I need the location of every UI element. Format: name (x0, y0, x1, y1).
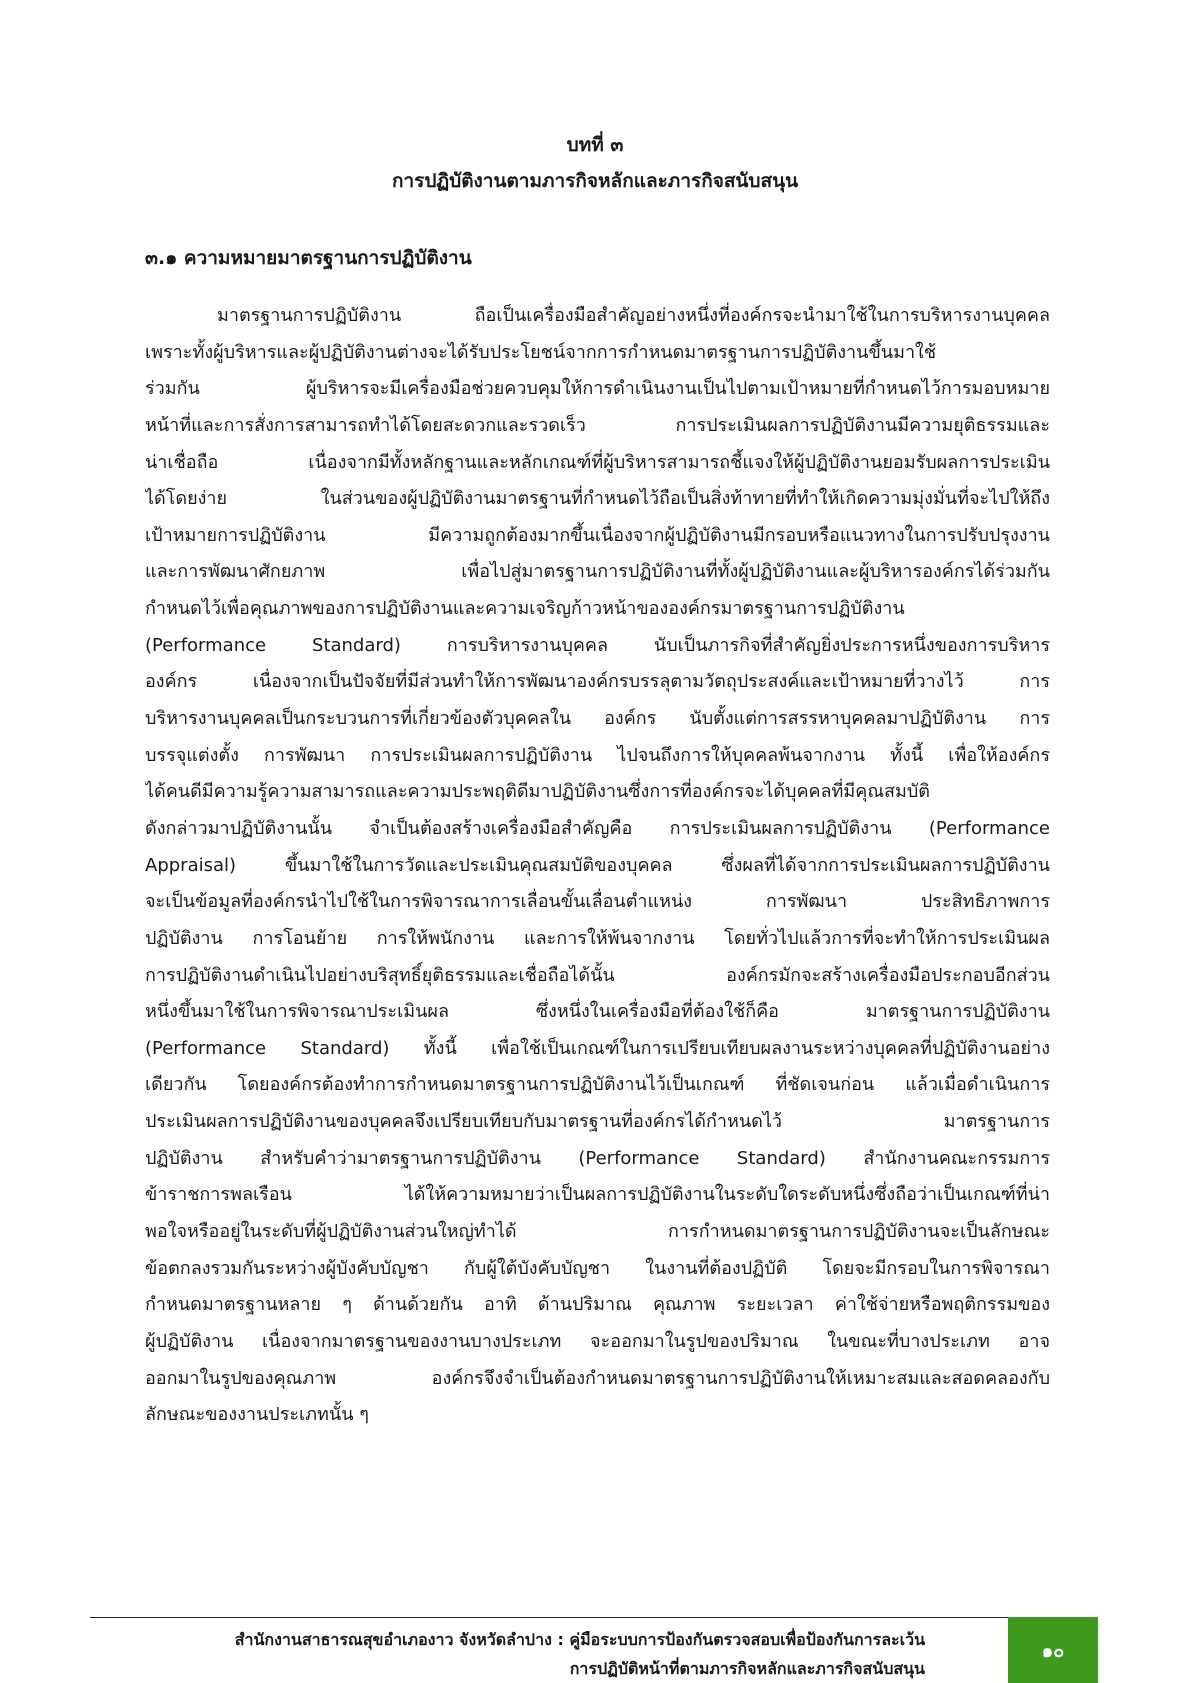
body-line: หน้าที่และการสั่งการสามารถทำได้โดยสะดวกและรวดเร็ว การประเมินผลการปฏิบัติงานมีความยุติธรรมและ (145, 414, 1050, 436)
footer-line-1: สำนักงานสาธารณสุขอำเภองาว จังหวัดลำปาง : คู่มือระบบการป้องกันตรวจสอบเพื่อป้องกันการละเว้น (234, 1630, 925, 1649)
body-line: เดียวกัน โดยองค์กรต้องทำการกำหนดมาตรฐานการปฏิบัติงานไว้เป็นเกณฑ์ ที่ชัดเจนก่อน แล้วเมื่อดำเนินการ (145, 1074, 1050, 1096)
section-heading: ๓.๑ ความหมายมาตรฐานการปฏิบัติงาน (145, 247, 472, 269)
body-line: ปฏิบัติงาน สำหรับคำว่ามาตรฐานการปฏิบัติงาน (Performance Standard) สำนักงานคณะกรรมการ (145, 1147, 1050, 1169)
footer-divider (90, 1617, 1008, 1618)
body-line: ได้คนดีมีความรู้ความสามารถและความประพฤติดีมาปฏิบัติงานซึ่งการที่องค์กรจะได้บุคคลที่มีคุณสมบัติ (145, 781, 930, 803)
body-line: องค์กร เนื่องจากเป็นปัจจัยที่มีส่วนทำให้การพัฒนาองค์กรบรรลุตามวัตถุประสงค์และเป้าหมายที่วางไว้ การ (145, 671, 1050, 693)
body-line: มาตรฐานการปฏิบัติงาน ถือเป็นเครื่องมือสำคัญอย่างหนึ่งที่องค์กรจะนำมาใช้ในการบริหารงานบุคคล (217, 305, 1050, 326)
footer-text (235, 1625, 925, 1683)
body-line: (Performance Standard) ทั้งนี้ เพื่อใช้เป็นเกณฑ์ในการเปรียบเทียบผลงานระหว่างบุคคลที่ปฏิบัติงานอย่าง (145, 1037, 1050, 1059)
chapter-title: การปฏิบัติงานตามภารกิจหลักและภารกิจสนับสนุน (391, 170, 799, 192)
body-line: ประเมินผลการปฏิบัติงานของบุคคลจึงเปรียบเทียบกับมาตรฐานที่องค์กรได้กำหนดไว้ มาตรฐานการ (145, 1111, 1050, 1133)
body-line: ข้อตกลงรวมกันระหว่างผู้บังคับบัญชา กับผู้ใต้บังคับบัญชา ในงานที่ต้องปฏิบัติ โดยจะมีกรอบในการพิจารณา (145, 1257, 1050, 1279)
body-line: กำหนดมาตรฐานหลาย ๆ ด้านด้วยกัน อาทิ ด้านปริมาณ คุณภาพ ระยะเวลา ค่าใช้จ่ายหรือพฤติกรรมของ (145, 1294, 1050, 1316)
body-line: ร่วมกัน ผู้บริหารจะมีเครื่องมือช่วยควบคุมให้การดำเนินงานเป็นไปตามเป้าหมายที่กำหนดไว้การมอบหมาย (145, 378, 1050, 400)
body-line: (Performance Standard) การบริหารงานบุคคล นับเป็นภารกิจที่สำคัญยิ่งประการหนึ่งของการบริหาร (145, 634, 1050, 656)
body-line: เพราะทั้งผู้บริหารและผู้ปฏิบัติงานต่างจะได้รับประโยชน์จากการกำหนดมาตรฐานการปฏิบัติงานขึ้นมาใช้ (145, 341, 937, 363)
body-line: Appraisal) ขึ้นมาใช้ในการวัดและประเมินคุณสมบัติของบุคคล ซึ่งผลที่ได้จากการประเมินผลการปฏิบัติงาน (145, 854, 1050, 876)
page-number-badge (1008, 1617, 1098, 1683)
body-paragraph (145, 298, 1050, 1434)
body-line: ข้าราชการพลเรือน ได้ให้ความหมายว่าเป็นผลการปฏิบัติงานในระดับใดระดับหนึ่งซึ่งถือว่าเป็นเกณฑ์ที่น่า (145, 1184, 1050, 1206)
body-line: เป้าหมายการปฏิบัติงาน มีความถูกต้องมากขึ้นเนื่องจากผู้ปฏิบัติงานมีกรอบหรือแนวทางในการปรับปรุงงาน (145, 524, 1050, 546)
body-line: บรรจุแต่งตั้ง การพัฒนา การประเมินผลการปฏิบัติงาน ไปจนถึงการให้บุคคลพ้นจากงาน ทั้งนี้ เพื่อให้องค์กร (145, 744, 1050, 766)
page-number: ๑๐ (1041, 1640, 1065, 1662)
footer-line-2: การปฏิบัติหน้าที่ตามภารกิจหลักและภารกิจสนับสนุน (569, 1659, 925, 1678)
body-line: ออกมาในรูปของคุณภาพ องค์กรจึงจำเป็นต้องกำหนดมาตรฐานการปฏิบัติงานให้เหมาะสมและสอดคลองกับ (145, 1367, 1050, 1389)
body-line: บริหารงานบุคคลเป็นกระบวนการที่เกี่ยวข้องตัวบุคคลใน องค์กร นับตั้งแต่การสรรหาบุคคลมาปฏิบัติงาน การ (145, 708, 1050, 730)
body-line: และการพัฒนาศักยภาพ เพื่อไปสู่มาตรฐานการปฏิบัติงานที่ทั้งผู้ปฏิบัติงานและผู้บริหารองค์กรได้ร่วมกัน (145, 561, 1050, 583)
body-line: ได้โดยง่าย ในส่วนของผู้ปฏิบัติงานมาตรฐานที่กำหนดไว้ถือเป็นสิ่งท้าทายที่ทำให้เกิดความมุ่งมั่นที่จะไปให้ถึง (145, 488, 1050, 510)
body-line: ปฏิบัติงาน การโอนย้าย การให้พนักงาน และการให้พ้นจากงาน โดยทั่วไปแล้วการที่จะทำให้การประเมินผล (145, 927, 1050, 949)
body-line: การปฏิบัติงานดำเนินไปอย่างบริสุทธิ์ยุติธรรมและเชื่อถือได้นั้น องค์กรมักจะสร้างเครื่องมือประกอบอีกส่วน (145, 964, 1050, 986)
body-line: จะเป็นข้อมูลที่องค์กรนำไปใช้ในการพิจารณาการเลื่อนขั้นเลื่อนตำแหน่ง การพัฒนา ประสิทธิภาพการ (145, 891, 1050, 913)
chapter-heading (0, 127, 1190, 199)
body-line: น่าเชื่อถือ เนื่องจากมีทั้งหลักฐานและหลักเกณฑ์ที่ผู้บริหารสามารถชี้แจงให้ผู้ปฏิบัติงานยอมรับผลการประเมิน (145, 451, 1050, 473)
body-line: ดังกล่าวมาปฏิบัติงานนั้น จำเป็นต้องสร้างเครื่องมือสำคัญคือ การประเมินผลการปฏิบัติงาน (Performance (145, 817, 1050, 839)
chapter-number: บทที่ ๓ (566, 134, 624, 156)
body-line: พอใจหรืออยู่ในระดับที่ผู้ปฏิบัติงานส่วนใหญ่ทำได้ การกำหนดมาตรฐานการปฏิบัติงานจะเป็นลักษณะ (145, 1221, 1050, 1243)
body-line: กำหนดไว้เพื่อคุณภาพของการปฏิบัติงานและความเจริญก้าวหน้าขององค์กรมาตรฐานการปฏิบัติงาน (145, 598, 905, 620)
body-line: หนึ่งขึ้นมาใช้ในการพิจารณาประเมินผล ซึ่งหนึ่งในเครื่องมือที่ต้องใช้ก็คือ มาตรฐานการปฏิบัติงาน (145, 1001, 1050, 1023)
body-line: ลักษณะของงานประเภทนั้น ๆ (145, 1404, 369, 1426)
body-line: ผู้ปฏิบัติงาน เนื่องจากมาตรฐานของงานบางประเภท จะออกมาในรูปของปริมาณ ในขณะที่บางประเภท อาจ (145, 1330, 1050, 1352)
